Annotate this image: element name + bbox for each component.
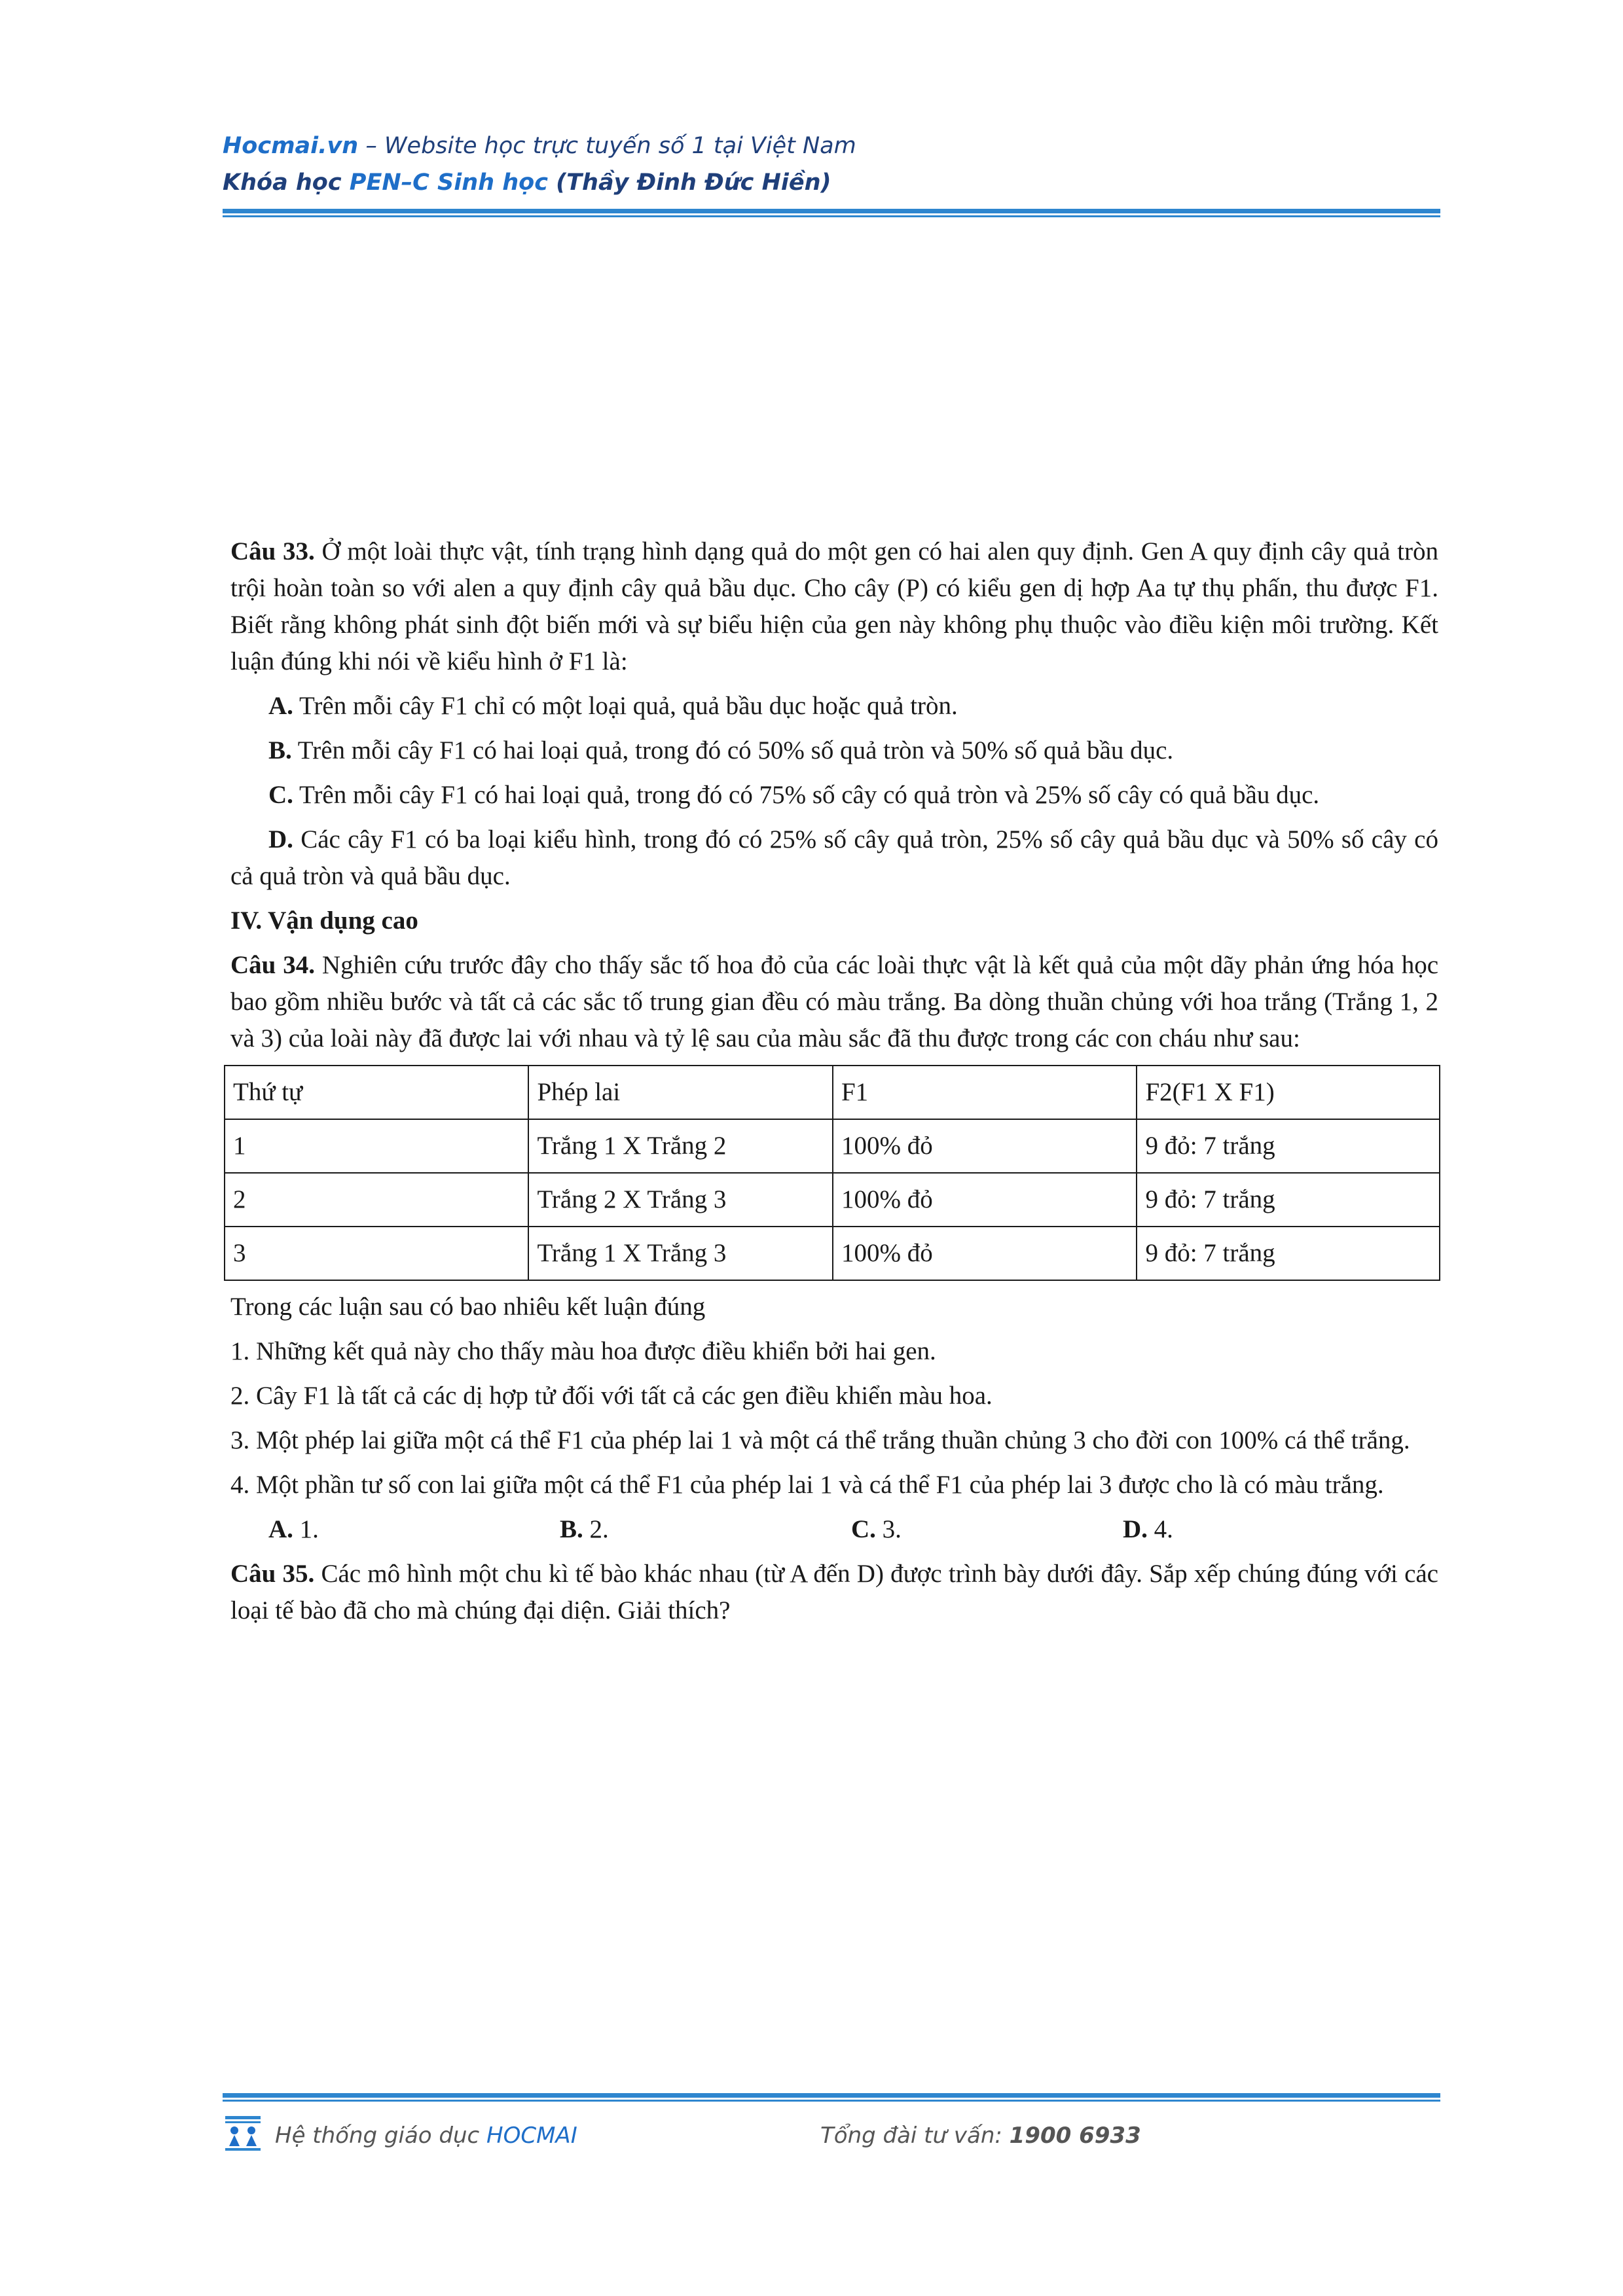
header-divider-thin: [223, 215, 1440, 217]
q33-option-c: C. Trên mỗi cây F1 có hai loại quả, trong đó có 75% số cây có quả tròn và 25% số cây có quả bầu dục.: [268, 781, 1320, 809]
q34-answer-b: B. 2.: [560, 1515, 609, 1543]
table-header-cell: F2(F1 X F1): [1137, 1066, 1440, 1119]
question-35-label: Câu 35.: [230, 1560, 315, 1588]
q34-statement: 4. Một phần tư số con lai giữa một cá thể F1 của phép lai 1 và cá thể F1 của phép lai 3 được cho là có màu trắng.: [230, 1471, 1384, 1499]
q34-statement: 2. Cây F1 là tất cả các dị hợp tử đối với tất cả các gen điều khiển màu hoa.: [230, 1382, 993, 1410]
footer-hotline: Tổng đài tư vấn: 1900 6933: [820, 2123, 1141, 2149]
course-teacher: (Thầy Đinh Đức Hiền): [547, 170, 831, 196]
question-34-label: Câu 34.: [230, 951, 316, 979]
q34-prompt: Trong các luận sau có bao nhiêu kết luận đúng: [230, 1293, 706, 1321]
table-cell: 100% đỏ: [833, 1119, 1137, 1173]
table-cell: Trắng 2 X Trắng 3: [528, 1173, 833, 1227]
site-name[interactable]: Hocmai.vn: [223, 133, 359, 159]
table-cell: 2: [225, 1173, 528, 1227]
page-header: [223, 128, 1440, 217]
footer-divider: [223, 2093, 1440, 2098]
header-site-line: [223, 128, 1440, 164]
site-tagline: – Website học trực tuyến số 1 tại Việt Nam: [358, 133, 856, 159]
footer-organization: Hệ thống giáo dục HOCMAI: [275, 2123, 577, 2149]
table-cell: 9 đỏ: 7 trắng: [1137, 1227, 1440, 1280]
table-header-cell: Thứ tự: [225, 1066, 528, 1119]
table-header-row: [225, 1066, 1440, 1119]
question-33-text: Ở một loài thực vật, tính trạng hình dạng quả do một gen có hai alen quy định. Gen A quy định cây quả tròn trội hoàn toàn so với alen a quy định cây quả bầu dục. Cho cây (P) có kiểu gen dị hợp Aa tự thụ phấn, thu được F1. Biết rằng không phát sinh đột biến mới và sự biểu hiện của gen này không phụ thuộc vào điều kiện môi trường. Kết luận đúng khi nói về kiểu hình ở F1 là:: [230, 537, 1439, 675]
q34-answer-c: C. 3.: [851, 1515, 902, 1543]
table-cell: 100% đỏ: [833, 1173, 1137, 1227]
header-divider: [223, 209, 1440, 213]
q34-answer-a: A. 1.: [268, 1515, 319, 1543]
table-cell: 100% đỏ: [833, 1227, 1137, 1280]
table-cell: 1: [225, 1119, 528, 1173]
q34-statement: 1. Những kết quả này cho thấy màu hoa được điều khiển bởi hai gen.: [230, 1337, 936, 1365]
header-course-line: [223, 164, 1440, 201]
q33-option-a: A. Trên mỗi cây F1 chỉ có một loại quả, quả bầu dục hoặc quả tròn.: [268, 692, 958, 720]
course-name: PEN–C Sinh học: [349, 170, 548, 196]
table-cell: 3: [225, 1227, 528, 1280]
question-35: [230, 1556, 1438, 1629]
course-prefix: Khóa học: [223, 170, 350, 196]
table-header-cell: F1: [833, 1066, 1137, 1119]
table-row: [225, 1227, 1440, 1280]
question-33-label: Câu 33.: [230, 537, 315, 565]
cross-results-table: [224, 1065, 1440, 1281]
q34-statement: 3. Một phép lai giữa một cá thể F1 của phép lai 1 và một cá thể trắng thuần chủng 3 cho đời con 100% cá thể trắng.: [230, 1426, 1410, 1454]
table-header-cell: Phép lai: [528, 1066, 833, 1119]
table-cell: Trắng 1 X Trắng 2: [528, 1119, 833, 1173]
footer-divider-thin: [223, 2100, 1440, 2102]
table-cell: 9 đỏ: 7 trắng: [1137, 1119, 1440, 1173]
page-footer: [223, 2093, 1440, 2159]
table-row: [225, 1119, 1440, 1173]
footer-brand[interactable]: HOCMAI: [486, 2123, 577, 2149]
question-33: [230, 533, 1438, 680]
question-34-text: Nghiên cứu trước đây cho thấy sắc tố hoa đỏ của các loài thực vật là kết quả của một dãy phản ứng hóa học bao gồm nhiều bước và tất cả các sắc tố trung gian đều có màu trắng. Ba dòng thuần chủng với hoa trắng (Trắng 1, 2 và 3) của loài này đã được lai với nhau và tỷ lệ sau của màu sắc đã thu được trong các con cháu như sau:: [230, 951, 1439, 1052]
table-cell: 9 đỏ: 7 trắng: [1137, 1173, 1440, 1227]
question-34: [230, 947, 1438, 1057]
document-body: [230, 533, 1438, 1637]
hocmai-logo-icon: [223, 2113, 263, 2154]
q33-option-b: B. Trên mỗi cây F1 có hai loại quả, trong đó có 50% số quả tròn và 50% số quả bầu dục.: [268, 736, 1174, 764]
q34-answer-options: [230, 1511, 1438, 1548]
q33-option-d: D. Các cây F1 có ba loại kiểu hình, trong đó có 25% số cây quả tròn, 25% số cây quả bầu dục và 50% số cây có cả quả tròn và quả bầu dục.: [230, 825, 1438, 890]
hotline-number[interactable]: 1900 6933: [1009, 2123, 1141, 2149]
table-cell: Trắng 1 X Trắng 3: [528, 1227, 833, 1280]
question-35-text: Các mô hình một chu kì tế bào khác nhau (từ A đến D) được trình bày dưới đây. Sắp xếp chúng đúng với các loại tế bào đã cho mà chúng đại diện. Giải thích?: [230, 1560, 1438, 1624]
section-heading: IV. Vận dụng cao: [230, 906, 418, 935]
q34-answer-d: D. 4.: [1123, 1515, 1173, 1543]
table-row: [225, 1173, 1440, 1227]
